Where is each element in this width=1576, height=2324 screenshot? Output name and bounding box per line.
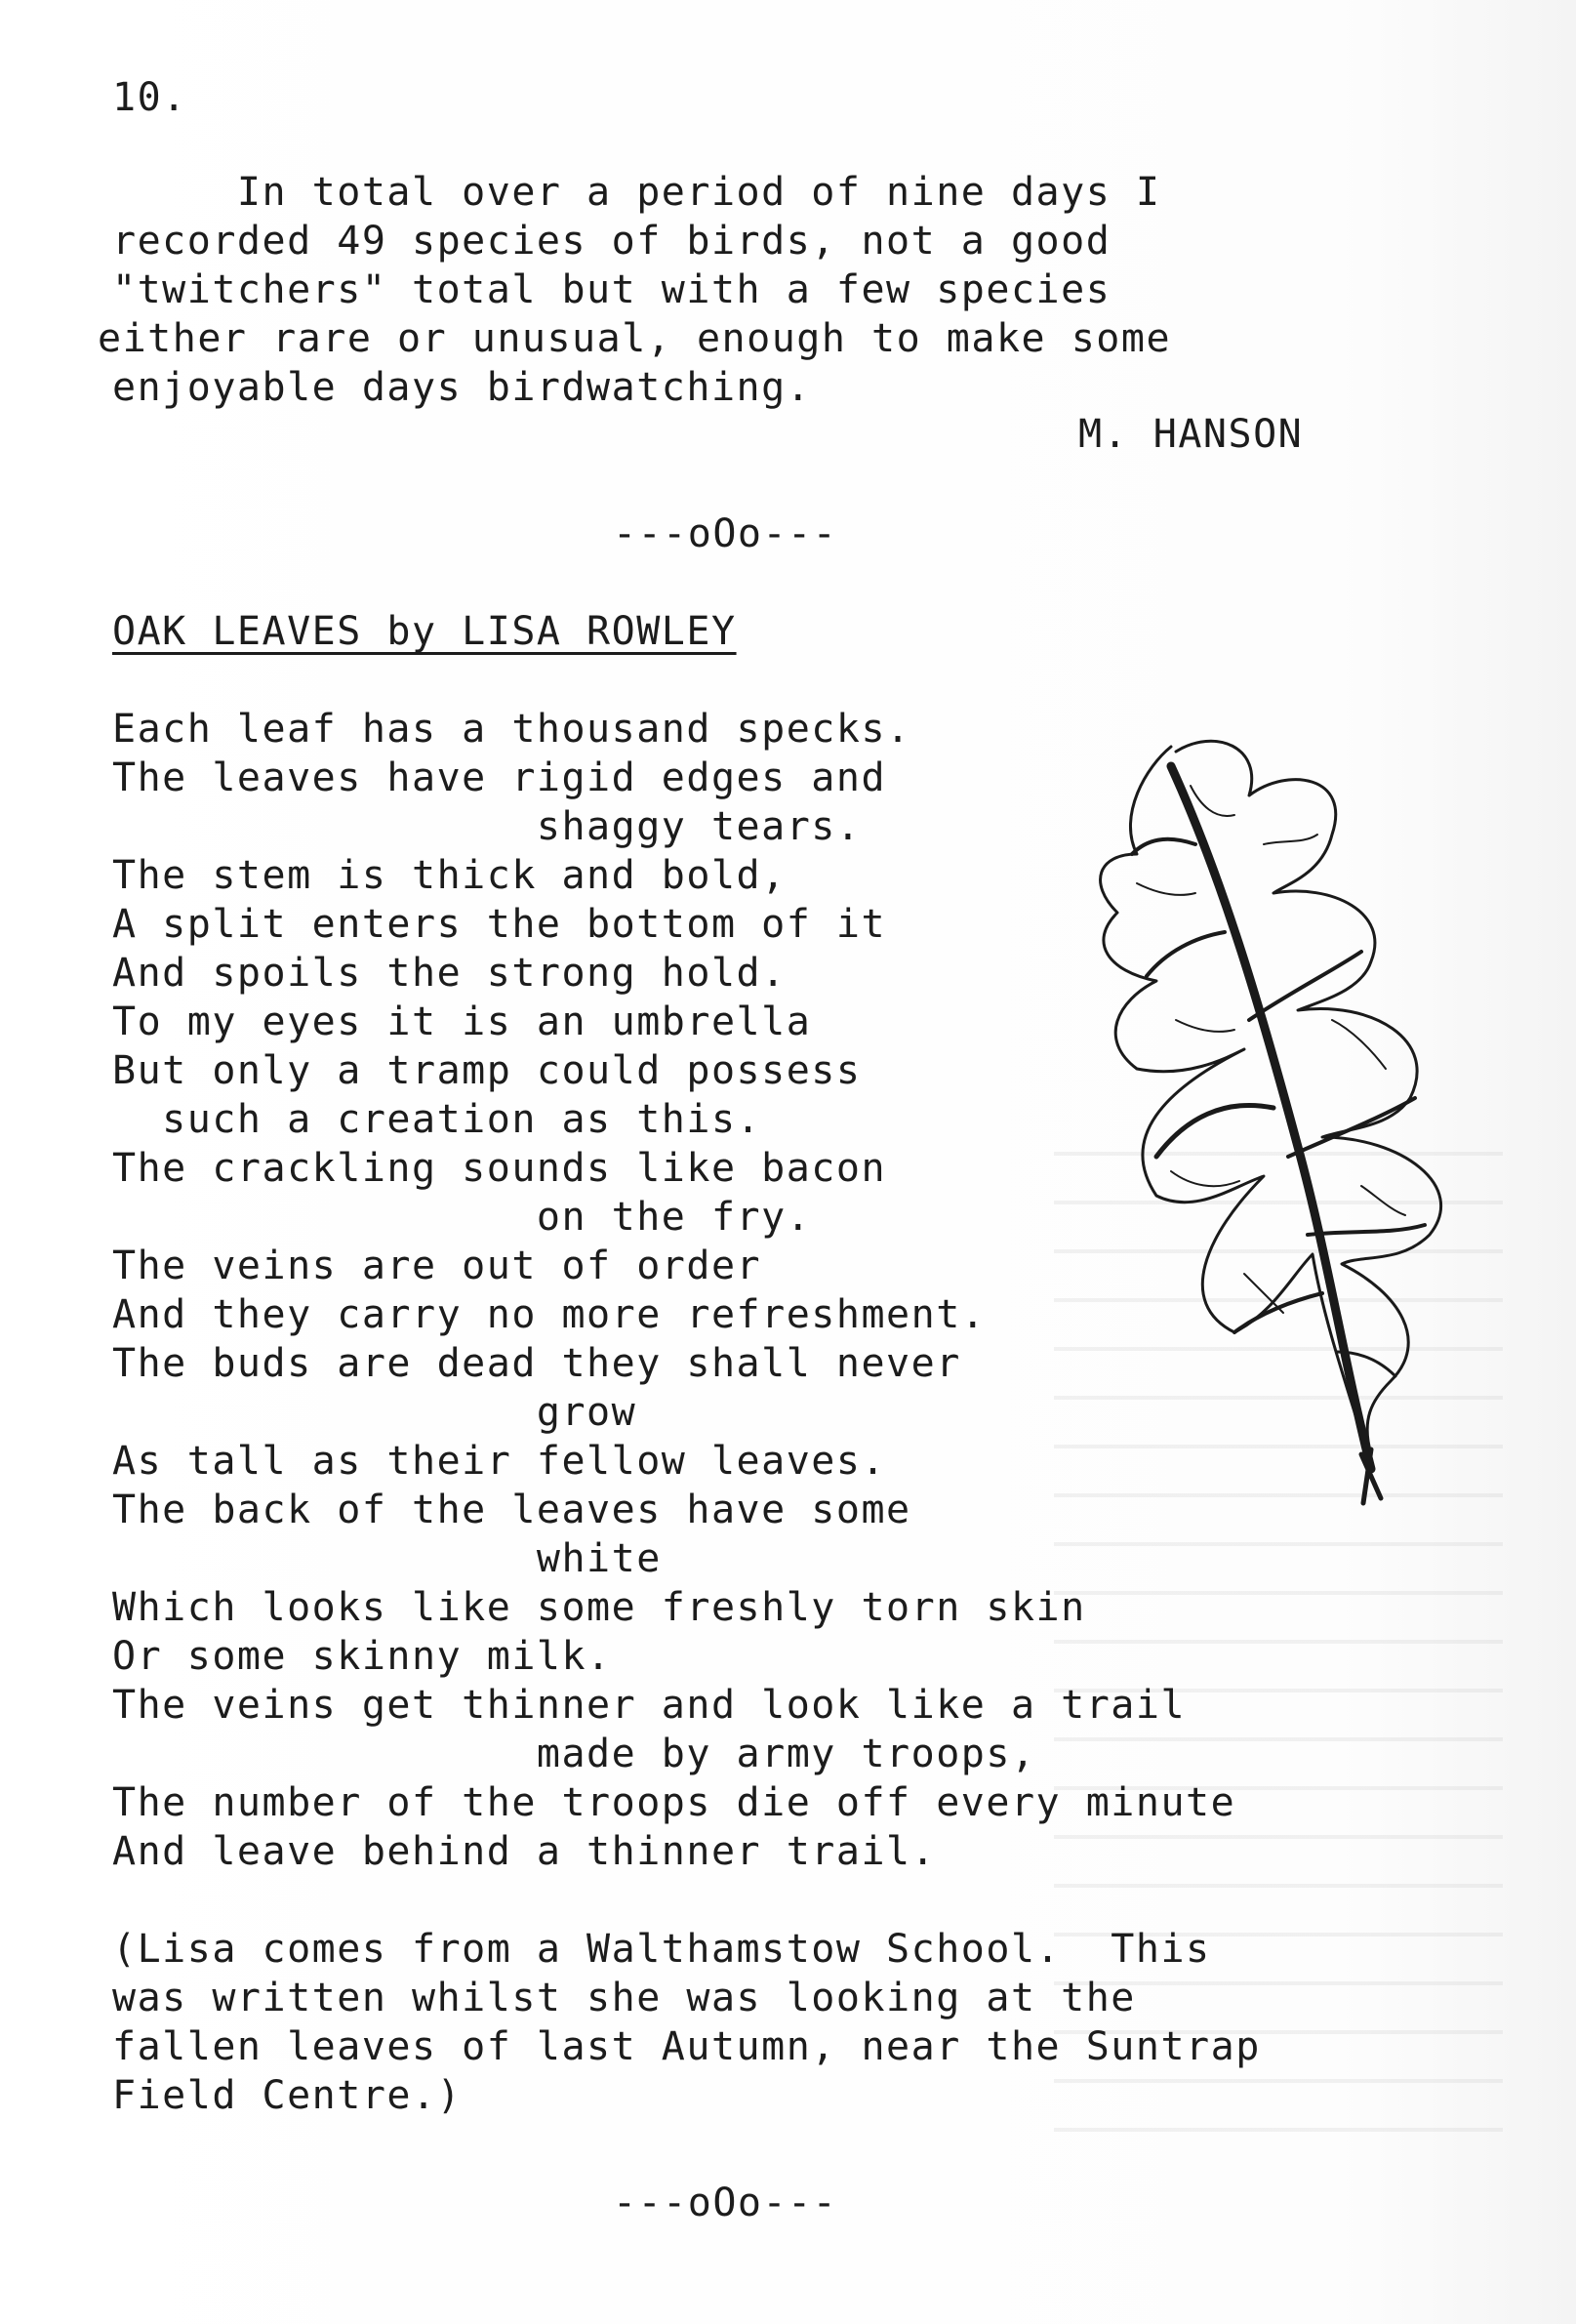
poem-line: shaggy tears.: [112, 804, 862, 849]
poem-line: white: [112, 1536, 662, 1581]
poem-line: such a creation as this.: [112, 1097, 762, 1142]
poem-line: The crackling sounds like bacon: [112, 1146, 887, 1191]
poem-line: The stem is thick and bold,: [112, 853, 787, 898]
poem-line: Each leaf has a thousand specks.: [112, 707, 911, 752]
poem-line: A split enters the bottom of it: [112, 902, 887, 947]
poem-line: The back of the leaves have some: [112, 1488, 911, 1532]
intro-line: enjoyable days birdwatching.: [112, 365, 812, 410]
article-author: M. HANSON: [1078, 412, 1304, 457]
author-note-line: was written whilst she was looking at the: [112, 1976, 1136, 2020]
poem-line: The buds are dead they shall never: [112, 1341, 961, 1386]
intro-line: either rare or unusual, enough to make some: [98, 316, 1172, 361]
poem-line: grow: [112, 1390, 637, 1435]
poem-line: The veins get thinner and look like a trail: [112, 1683, 1187, 1728]
poem-line: And they carry no more refreshment.: [112, 1292, 987, 1337]
intro-line: recorded 49 species of birds, not a good: [112, 219, 1111, 264]
author-note-line: (Lisa comes from a Walthamstow School. This: [112, 1927, 1211, 1972]
poem-line: Which looks like some freshly torn skin: [112, 1585, 1086, 1630]
poem-line: As tall as their fellow leaves.: [112, 1439, 887, 1484]
poem-line: The veins are out of order: [112, 1244, 762, 1288]
poem-line: on the fry.: [112, 1195, 812, 1240]
poem-line: Or some skinny milk.: [112, 1634, 612, 1679]
intro-line: "twitchers" total but with a few species: [112, 267, 1111, 312]
poem-line: To my eyes it is an umbrella: [112, 999, 812, 1044]
poem-line: The number of the troops die off every minute: [112, 1780, 1236, 1825]
author-note-line: fallen leaves of last Autumn, near the Suntrap: [112, 2024, 1261, 2069]
poem-title: OAK LEAVES by LISA ROWLEY: [112, 609, 737, 654]
section-separator: ---oOo---: [613, 511, 838, 556]
section-separator: ---oOo---: [613, 2181, 838, 2225]
poem-line: The leaves have rigid edges and: [112, 755, 887, 800]
page-number: 10.: [112, 75, 187, 120]
author-note-line: Field Centre.): [112, 2073, 463, 2118]
poem-line: And leave behind a thinner trail.: [112, 1829, 937, 1874]
poem-line: And spoils the strong hold.: [112, 951, 787, 996]
intro-line: In total over a period of nine days I: [112, 170, 1161, 215]
poem-line: made by army troops,: [112, 1732, 1036, 1776]
oak-leaf-icon: [1078, 727, 1513, 1528]
poem-line: But only a tramp could possess: [112, 1048, 862, 1093]
